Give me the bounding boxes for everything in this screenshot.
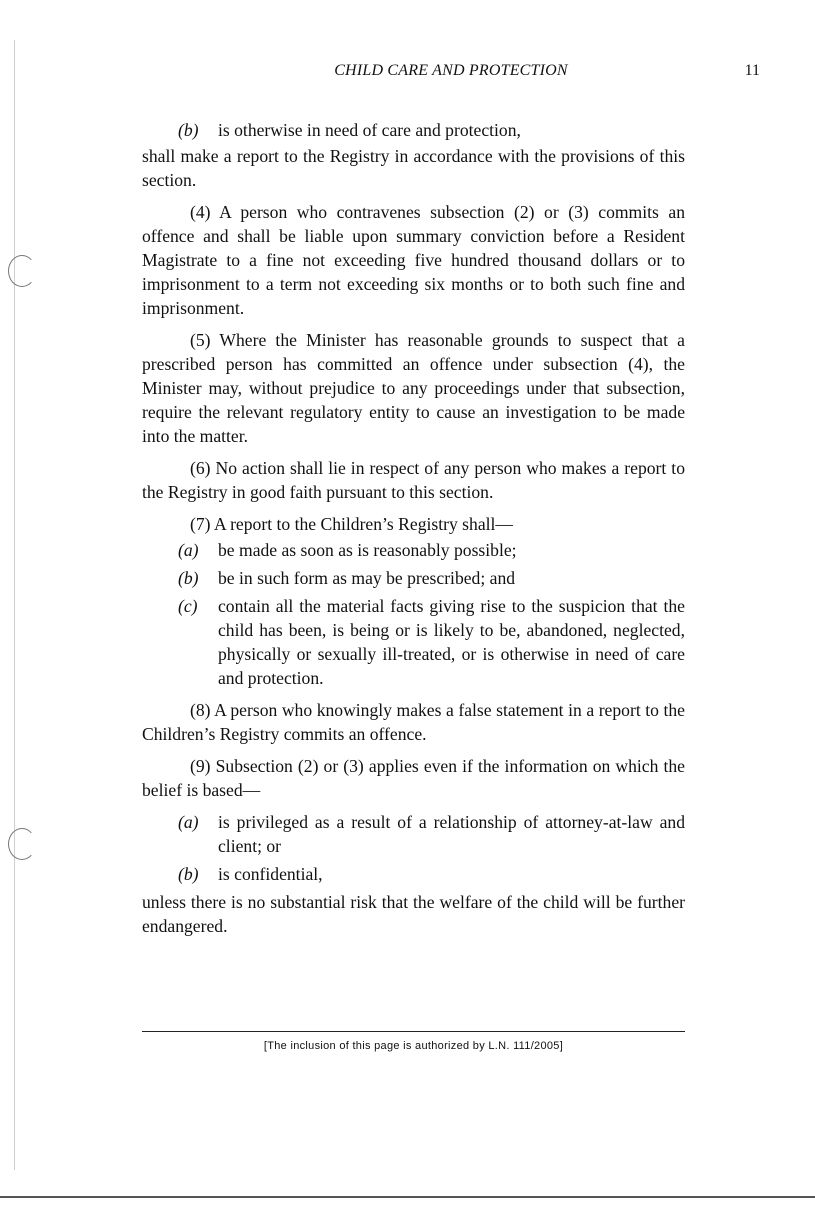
- item-text: is confidential,: [218, 864, 323, 884]
- item-text: be made as soon as is reasonably possible;: [218, 540, 517, 560]
- item-text: is otherwise in need of care and protection,: [218, 120, 521, 140]
- list-item: [142, 810, 685, 858]
- subsection-8: (8) A person who knowingly makes a false statement in a report to the Children’s Registry commits an offence.: [142, 700, 685, 744]
- list-item: [142, 862, 685, 886]
- running-title: CHILD CARE AND PROTECTION: [334, 62, 568, 79]
- scan-edge-left: [14, 40, 15, 1170]
- item-label: (b): [178, 120, 199, 140]
- subsection-4: (4) A person who contravenes subsection (2) or (3) commits an offence and shall be liable upon summary conviction before a Resident Magistrate to a fine not exceeding five hundred thousand dollars or to imprisonment to a term not exceeding six months or to both such fine and imprisonment.: [142, 202, 685, 318]
- item-text: be in such form as may be prescribed; and: [218, 568, 516, 588]
- footer-divider: [142, 1031, 685, 1032]
- item-label: (c): [178, 596, 198, 616]
- item-label: (b): [178, 568, 199, 588]
- punch-hole-icon: [8, 255, 36, 287]
- closing-paragraph: unless there is no substantial risk that the welfare of the child will be further endangered.: [142, 892, 685, 936]
- item-label: (b): [178, 864, 199, 884]
- page-header: [142, 62, 760, 86]
- document-body: [142, 118, 685, 946]
- item-label: (a): [178, 540, 199, 560]
- page-number: 11: [744, 62, 760, 79]
- paragraph-continuation: shall make a report to the Registry in accordance with the provisions of this section.: [142, 146, 685, 190]
- subsection-6: (6) No action shall lie in respect of any person who makes a report to the Registry in good faith pursuant to this section.: [142, 458, 685, 502]
- footer-note: [The inclusion of this page is authorized by L.N. 111/2005]: [263, 1040, 564, 1052]
- item-text: is privileged as a result of a relationship of attorney-at-law and client; or: [218, 812, 685, 856]
- list-item: [142, 118, 685, 142]
- item-label: (a): [178, 812, 199, 832]
- subsection-9: (9) Subsection (2) or (3) applies even if the information on which the belief is based—: [142, 756, 685, 800]
- scan-edge-bottom: [0, 1196, 815, 1198]
- punch-hole-icon: [8, 828, 36, 860]
- subsection-7: (7) A report to the Children’s Registry shall—: [190, 514, 514, 534]
- item-text: contain all the material facts giving rise to the suspicion that the child has been, is being or is likely to be, abandoned, neglected, physically or sexually ill-treated, or is otherwise in need of care and protection.: [218, 596, 685, 688]
- list-item: [142, 538, 685, 562]
- subsection-5: (5) Where the Minister has reasonable grounds to suspect that a prescribed person has committed an offence under subsection (4), the Minister may, without prejudice to any proceedings under that subsection, require the relevant regulatory entity to cause an investigation to be made into the matter.: [142, 330, 685, 446]
- list-item: [142, 594, 685, 690]
- list-item: [142, 566, 685, 590]
